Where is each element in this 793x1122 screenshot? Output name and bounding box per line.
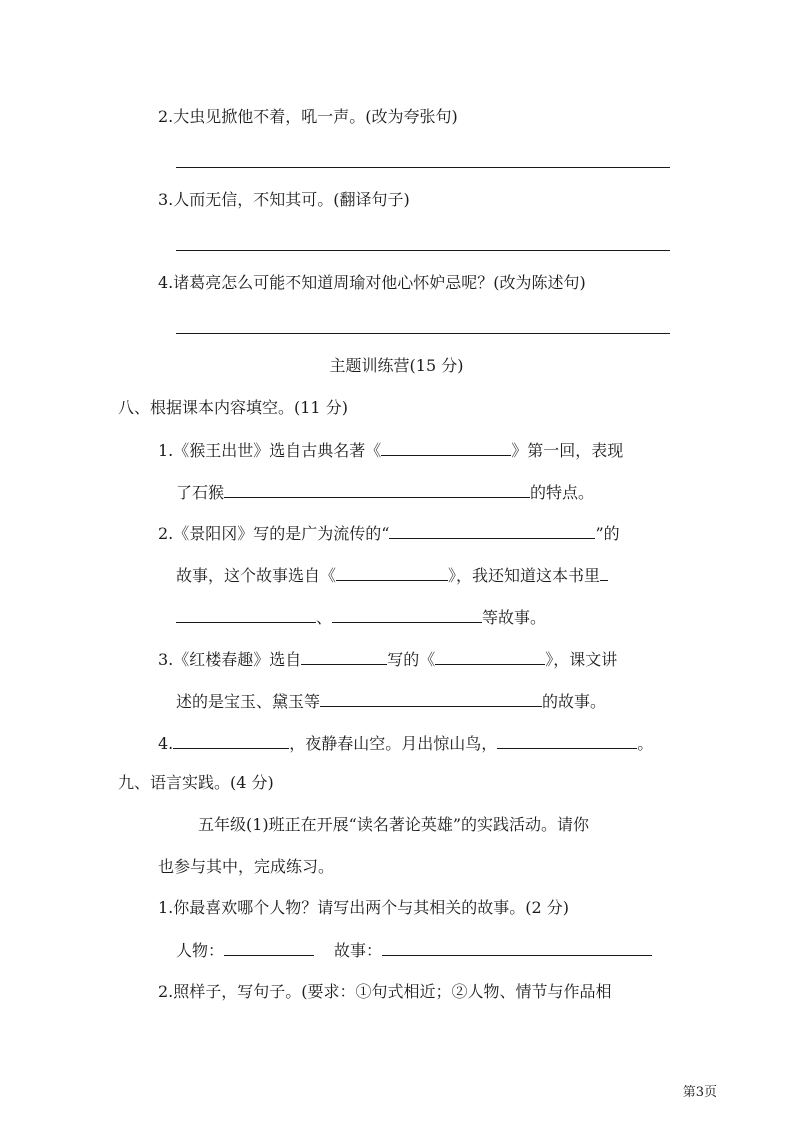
s8-item-3-text-c: 》，课文讲: [545, 650, 618, 669]
blank-other-story-2[interactable]: [332, 606, 482, 623]
s8-item-1-line-1: [158, 439, 623, 462]
s9-answer-row: [176, 939, 652, 962]
blank-stories[interactable]: [382, 939, 652, 956]
s8-item-1-text-c: 了石猴: [176, 483, 225, 502]
answer-line-q4[interactable]: [176, 333, 670, 334]
page-number: 第3页: [682, 1085, 717, 1100]
s8-item-2-text-c: 故事，这个故事选自《: [176, 566, 337, 585]
s8-item-3-text-b: 写的《: [387, 650, 436, 669]
s8-item-1-text-d: 的特点。: [530, 483, 595, 502]
s9-question-2: 2.照样子，写句子。(要求：①句式相近；②人物、情节与作品相: [158, 982, 612, 1001]
section-8-heading: 八、根据课本内容填空。(11 分): [118, 398, 348, 417]
blank-book-source[interactable]: [336, 564, 448, 581]
blank-line-tail[interactable]: [600, 564, 608, 581]
s8-item-2-text-a: 2.《景阳冈》写的是广为流传的“: [158, 524, 390, 543]
blank-novel-title[interactable]: [381, 439, 511, 456]
s8-item-3-line-1: [158, 648, 617, 671]
section-9-heading: 九、语言实践。(4 分): [118, 773, 274, 792]
s8-item-2-text-b: ”的: [595, 524, 620, 543]
s8-item-3-line-2: [176, 690, 606, 713]
s8-item-4-line-1: [158, 732, 653, 755]
section-title: 主题训练营(15 分): [329, 356, 464, 375]
s8-item-1-text-b: 》第一回，表现: [511, 441, 624, 460]
s8-item-2-text-d: 》，我还知道这本书里: [448, 566, 601, 585]
s8-item-2-line-3: [176, 606, 546, 629]
blank-story-name[interactable]: [389, 522, 595, 539]
question-3-prompt: 3.人而无信，不知其可。(翻译句子): [158, 190, 410, 209]
s8-item-3-text-a: 3.《红楼春趣》选自: [158, 650, 302, 669]
blank-story-content[interactable]: [320, 690, 542, 707]
s8-item-4-text-b: ，夜静春山空。月出惊山鸟，: [289, 734, 498, 753]
blank-author[interactable]: [301, 648, 387, 665]
s8-item-2-line-1: [158, 522, 620, 545]
s8-item-3-text-e: 的故事。: [542, 692, 607, 711]
person-label: 人物：: [176, 941, 225, 960]
s8-item-1-line-2: [176, 481, 594, 504]
blank-poem-line-1[interactable]: [173, 732, 289, 749]
blank-work-title[interactable]: [435, 648, 545, 665]
s8-item-2-line-2: [176, 564, 608, 587]
blank-person[interactable]: [224, 939, 314, 956]
s8-item-4-text-c: 。: [637, 734, 654, 753]
question-2-prompt: 2.大虫见掀他不着，吼一声。(改为夸张句): [158, 107, 458, 126]
s9-intro-line-2: 也参与其中，完成练习。: [158, 857, 335, 876]
blank-other-story-1[interactable]: [176, 606, 316, 623]
s8-item-3-text-d: 述的是宝玉、黛玉等: [176, 692, 321, 711]
s8-item-2-text-f: 等故事。: [482, 608, 547, 627]
s9-intro-line-1: 五年级(1)班正在开展“读名著论英雄”的实践活动。请你: [198, 815, 590, 834]
s8-item-1-text-a: 1.《猴王出世》选自古典名著《: [158, 441, 382, 460]
s8-item-2-text-e: 、: [316, 608, 333, 627]
s9-question-1: 1.你最喜欢哪个人物？请写出两个与其相关的故事。(2 分): [158, 898, 570, 917]
blank-poem-line-2[interactable]: [497, 732, 637, 749]
story-label: 故事：: [334, 941, 383, 960]
question-4-prompt: 4.诸葛亮怎么可能不知道周瑜对他心怀妒忌呢？(改为陈述句): [158, 273, 586, 292]
blank-monkey-traits[interactable]: [224, 481, 530, 498]
answer-line-q3[interactable]: [176, 250, 670, 251]
answer-line-q2[interactable]: [176, 167, 670, 168]
s8-item-4-text-a: 4.: [158, 734, 174, 753]
